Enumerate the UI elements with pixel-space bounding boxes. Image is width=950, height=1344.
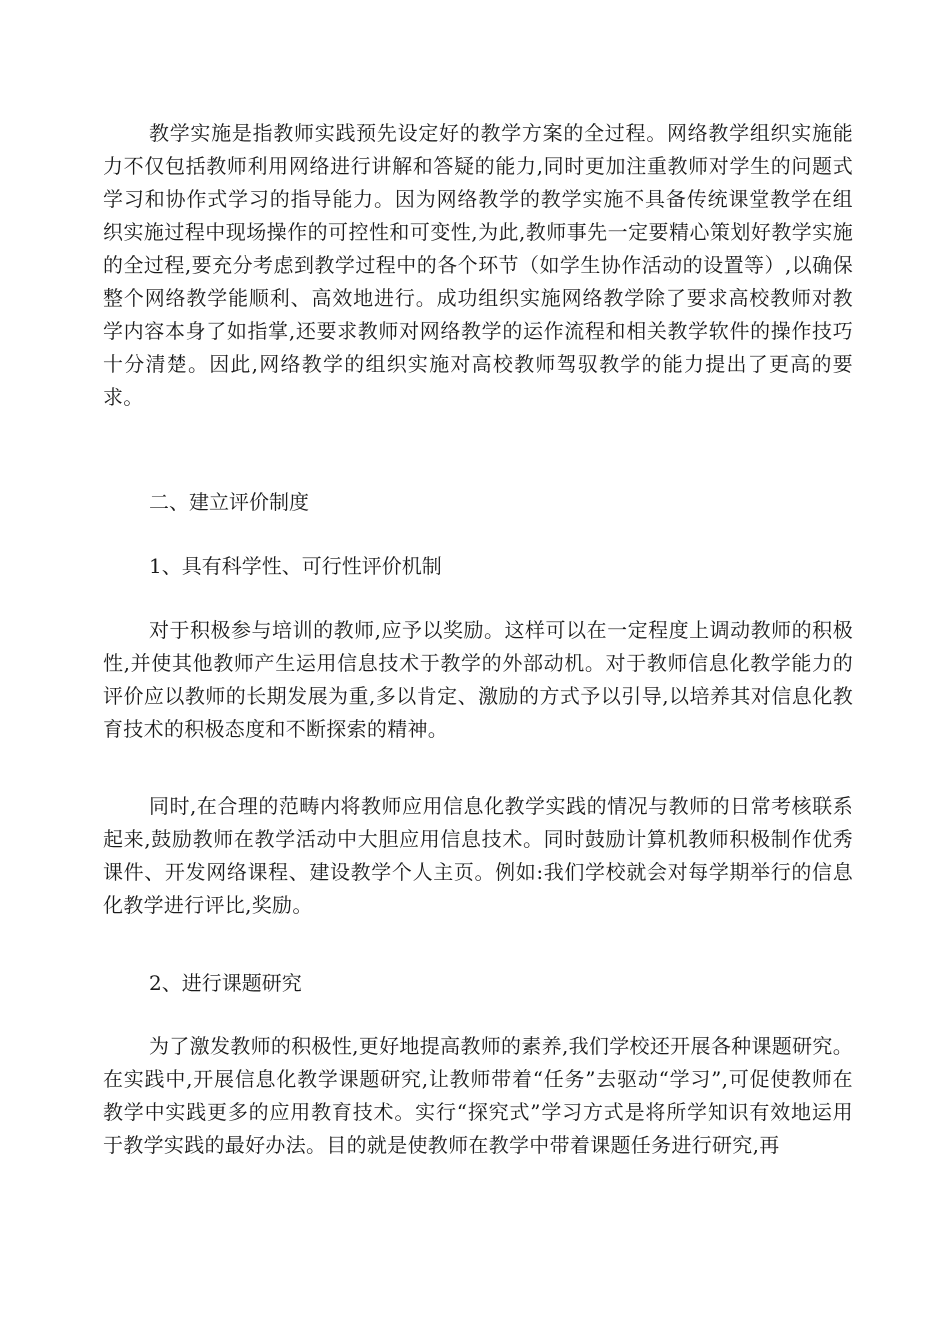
subheading-evaluation-mechanism: 1、具有科学性、可行性评价机制: [149, 554, 442, 578]
paragraph-research: 为了激发教师的积极性,更好地提高教师的素养,我们学校还开展各种课题研究。在实践中,开展信息化教学课题研究,让教师带着“任务”去驱动“学习”,可促使教师在教学中实践更多的应用教育技术。实行“探究式”学习方式是将所学知识有效地运用于教学实践的最好办法。目的就是使教师在教学中带着课题任务进行研究,再: [103, 1034, 853, 1157]
section-heading: 二、建立评价制度: [149, 490, 309, 514]
paragraph-assessment-link: 同时,在合理的范畴内将教师应用信息化教学实践的情况与教师的日常考核联系起来,鼓励教师在教学活动中大胆应用信息技术。同时鼓励计算机教师积极制作优秀课件、开发网络课程、建设教学个人主页。例如:我们学校就会对每学期举行的信息化教学进行评比,奖励。: [103, 794, 853, 917]
paragraph-teaching-implementation: 教学实施是指教师实践预先设定好的教学方案的全过程。网络教学组织实施能力不仅包括教师利用网络进行讲解和答疑的能力,同时更加注重教师对学生的问题式学习和协作式学习的指导能力。因为网络教学的教学实施不具备传统课堂教学在组织实施过程中现场操作的可控性和可变性,为此,教师事先一定要精心策划好教学实施的全过程,要充分考虑到教学过程中的各个环节（如学生协作活动的设置等）,以确保整个网络教学能顺利、高效地进行。成功组织实施网络教学除了要求高校教师对教学内容本身了如指掌,还要求教师对网络教学的运作流程和相关教学软件的操作技巧十分清楚。因此,网络教学的组织实施对高校教师驾驭教学的能力提出了更高的要求。: [103, 121, 853, 409]
subheading-research: 2、进行课题研究: [149, 971, 302, 995]
paragraph-rewards: 对于积极参与培训的教师,应予以奖励。这样可以在一定程度上调动教师的积极性,并使其他教师产生运用信息技术于教学的外部动机。对于教师信息化教学能力的评价应以教师的长期发展为重,多以肯定、激励的方式予以引导,以培养其对信息化教育技术的积极态度和不断探索的精神。: [103, 618, 853, 741]
